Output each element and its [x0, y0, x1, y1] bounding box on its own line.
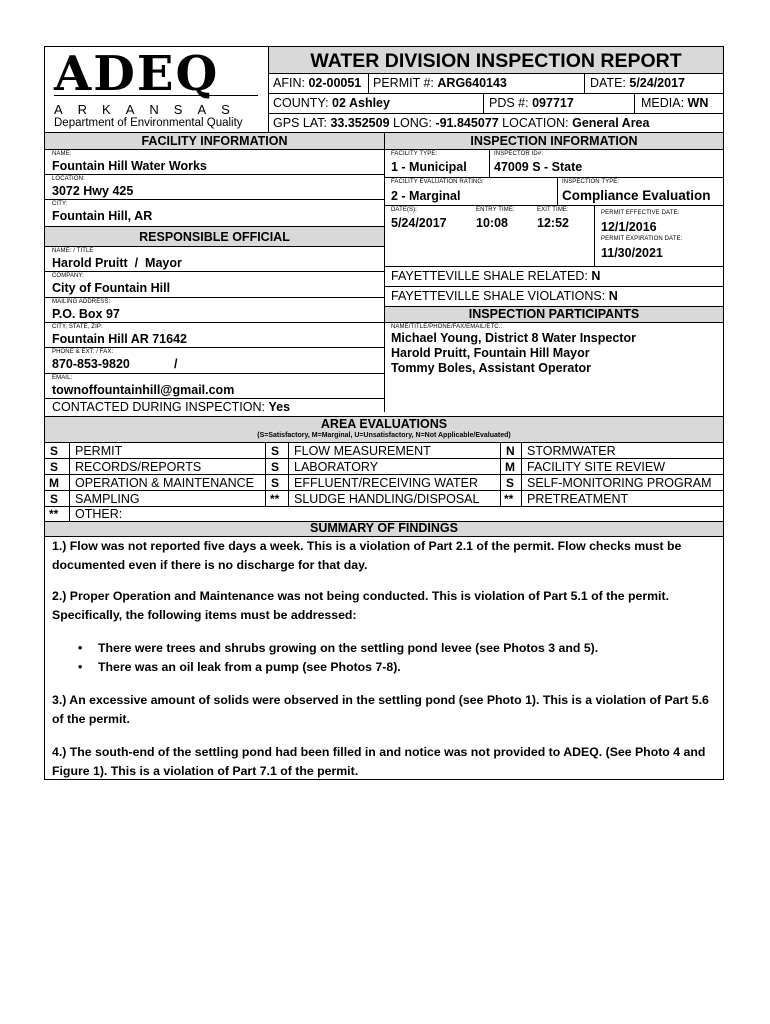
logo-state: ARKANSAS: [54, 102, 245, 117]
area-code: S: [271, 476, 280, 490]
area-label: LABORATORY: [294, 460, 379, 474]
area-code: S: [50, 460, 59, 474]
area-code: M: [49, 476, 59, 490]
participants-label: NAME/TITLE/PHONE/FAX/EMAIL/ETC.:: [391, 324, 503, 330]
area-code: S: [50, 444, 59, 458]
shale-violations-field: FAYETTEVILLE SHALE VIOLATIONS: N: [391, 289, 618, 303]
inspection-type-label: INSPECTION TYPE:: [562, 179, 620, 185]
area-label: SELF-MONITORING PROGRAM: [527, 476, 712, 490]
area-label: OPERATION & MAINTENANCE: [75, 476, 254, 490]
facility-type: 1 - Municipal: [391, 160, 467, 174]
county-field: COUNTY: 02 Ashley: [273, 96, 390, 110]
mailing-address: P.O. Box 97: [52, 307, 120, 321]
inspection-heading: INSPECTION INFORMATION: [470, 134, 638, 148]
bullet-item: • There was an oil leak from a pump (see Photos 7-8).: [52, 658, 712, 677]
rating: 2 - Marginal: [391, 189, 461, 203]
finding-2-bullets: [52, 639, 712, 677]
email: townoffountainhill@gmail.com: [52, 383, 235, 397]
official-name: Harold Pruitt / Mayor: [52, 256, 182, 270]
adeq-logo: ADEQ: [54, 46, 220, 102]
phone: 870-853-9820: [52, 357, 130, 371]
area-label: SAMPLING: [75, 492, 140, 506]
area-code: **: [504, 492, 514, 506]
facility-name-label: NAME:: [52, 151, 72, 157]
permit-expiration-date: 11/30/2021: [601, 246, 663, 260]
facility-type-label: FACILITY TYPE:: [391, 151, 438, 157]
permit-expiration-label: PERMIT EXPIRATION DATE:: [601, 236, 683, 242]
phone-label: PHONE & EXT: / FAX:: [52, 349, 114, 355]
area-label: RECORDS/REPORTS: [75, 460, 202, 474]
pds-field: PDS #: 097717: [489, 96, 574, 110]
area-label: EFFLUENT/RECEIVING WATER: [294, 476, 479, 490]
company: City of Fountain Hill: [52, 281, 171, 295]
participant-1: Michael Young, District 8 Water Inspector: [391, 331, 636, 345]
facility-location-label: LOCATION:: [52, 176, 85, 182]
area-label: FACILITY SITE REVIEW: [527, 460, 665, 474]
permit-effective-label: PERMIT EFFECTIVE DATE:: [601, 210, 680, 216]
afin-field: AFIN: 02-00051: [273, 76, 362, 90]
date-field: DATE: 5/24/2017: [590, 76, 685, 90]
mailing-label: MAILING ADDRESS:: [52, 299, 111, 305]
bullet-item: • There were trees and shrubs growing on the settling pond levee (see Photos 3 and 5).: [52, 639, 712, 658]
area-label: STORMWATER: [527, 444, 616, 458]
facility-name: Fountain Hill Water Works: [52, 159, 207, 173]
city-state-zip: Fountain Hill AR 71642: [52, 332, 187, 346]
area-code: S: [506, 476, 515, 490]
permit-field: PERMIT #: ARG640143: [373, 76, 507, 90]
inspector-id: 47009 S - State: [494, 160, 583, 174]
inspection-dates: 5/24/2017: [391, 216, 447, 230]
participants-heading: INSPECTION PARTICIPANTS: [468, 307, 640, 321]
official-heading: RESPONSIBLE OFFICIAL: [139, 230, 290, 244]
contacted-field: CONTACTED DURING INSPECTION: Yes: [52, 400, 291, 414]
csz-label: CITY, STATE, ZIP:: [52, 324, 103, 330]
area-code: M: [505, 460, 515, 474]
area-code: **: [270, 492, 280, 506]
area-code: N: [506, 444, 515, 458]
facility-location: 3072 Hwy 425: [52, 184, 134, 198]
rating-label: FACILITY EVALUATION RATING:: [391, 179, 484, 185]
logo-rule: [54, 95, 258, 96]
official-name-label: NAME: / TITLE: [52, 248, 94, 254]
other-label: OTHER:: [75, 507, 123, 521]
summary-heading: SUMMARY OF FINDINGS: [310, 521, 458, 535]
finding-1: 1.) Flow was not reported five days a week. This is a violation of Part 2.1 of the permit. Flow checks must be documented even if there is no discharge for that day.: [52, 539, 682, 572]
participant-2: Harold Pruitt, Fountain Hill Mayor: [391, 346, 590, 360]
fax-separator: /: [174, 357, 178, 371]
gps-field: GPS LAT: 33.352509 LONG: -91.845077 LOCATION: General Area: [273, 116, 650, 130]
area-heading: AREA EVALUATIONS: [320, 417, 448, 431]
area-label: PRETREATMENT: [527, 492, 629, 506]
area-legend: (S=Satisfactory, M=Marginal, U=Unsatisfactory, N=Not Applicable/Evaluated): [257, 432, 511, 439]
area-label: FLOW MEASUREMENT: [294, 444, 431, 458]
area-label: PERMIT: [75, 444, 123, 458]
other-code: **: [49, 507, 59, 521]
facility-city-label: CITY:: [52, 201, 68, 207]
report-title: WATER DIVISION INSPECTION REPORT: [310, 50, 682, 72]
shale-related-field: FAYETTEVILLE SHALE RELATED: N: [391, 269, 601, 283]
facility-heading: FACILITY INFORMATION: [141, 134, 288, 148]
area-code: S: [271, 460, 280, 474]
participant-3: Tommy Boles, Assistant Operator: [391, 361, 592, 375]
inspection-type: Compliance Evaluation: [562, 188, 711, 203]
dates-label: DATE(S):: [391, 207, 418, 213]
logo-department: Department of Environmental Quality: [54, 117, 243, 129]
exit-time-label: EXIT TIME:: [537, 207, 569, 213]
permit-effective-date: 12/1/2016: [601, 220, 657, 234]
exit-time: 12:52: [537, 216, 569, 230]
entry-time-label: ENTRY TIME:: [476, 207, 515, 213]
area-code: S: [271, 444, 280, 458]
area-label: SLUDGE HANDLING/DISPOSAL: [294, 492, 480, 506]
finding-2: 2.) Proper Operation and Maintenance was not being conducted. This is violation of Part 5.1 of the permit. Specifically, the following items must be addressed:: [52, 589, 669, 622]
email-label: EMAIL:: [52, 375, 73, 381]
media-field: MEDIA: WN: [641, 96, 709, 110]
company-label: COMPANY:: [52, 273, 85, 279]
finding-4: 4.) The south-end of the settling pond had been filled in and notice was not provided to ADEQ. (See Photo 4 and Figure 1). This is a violation of Part 7.1 of the permit.: [52, 745, 706, 778]
inspector-id-label: INSPECTOR ID#:: [494, 151, 543, 157]
facility-city: Fountain Hill, AR: [52, 209, 153, 223]
area-code: S: [50, 492, 59, 506]
entry-time: 10:08: [476, 216, 508, 230]
finding-3: 3.) An excessive amount of solids were observed in the settling pond (see Photo 1). This is a violation of Part 5.6 of the permit.: [52, 693, 709, 726]
